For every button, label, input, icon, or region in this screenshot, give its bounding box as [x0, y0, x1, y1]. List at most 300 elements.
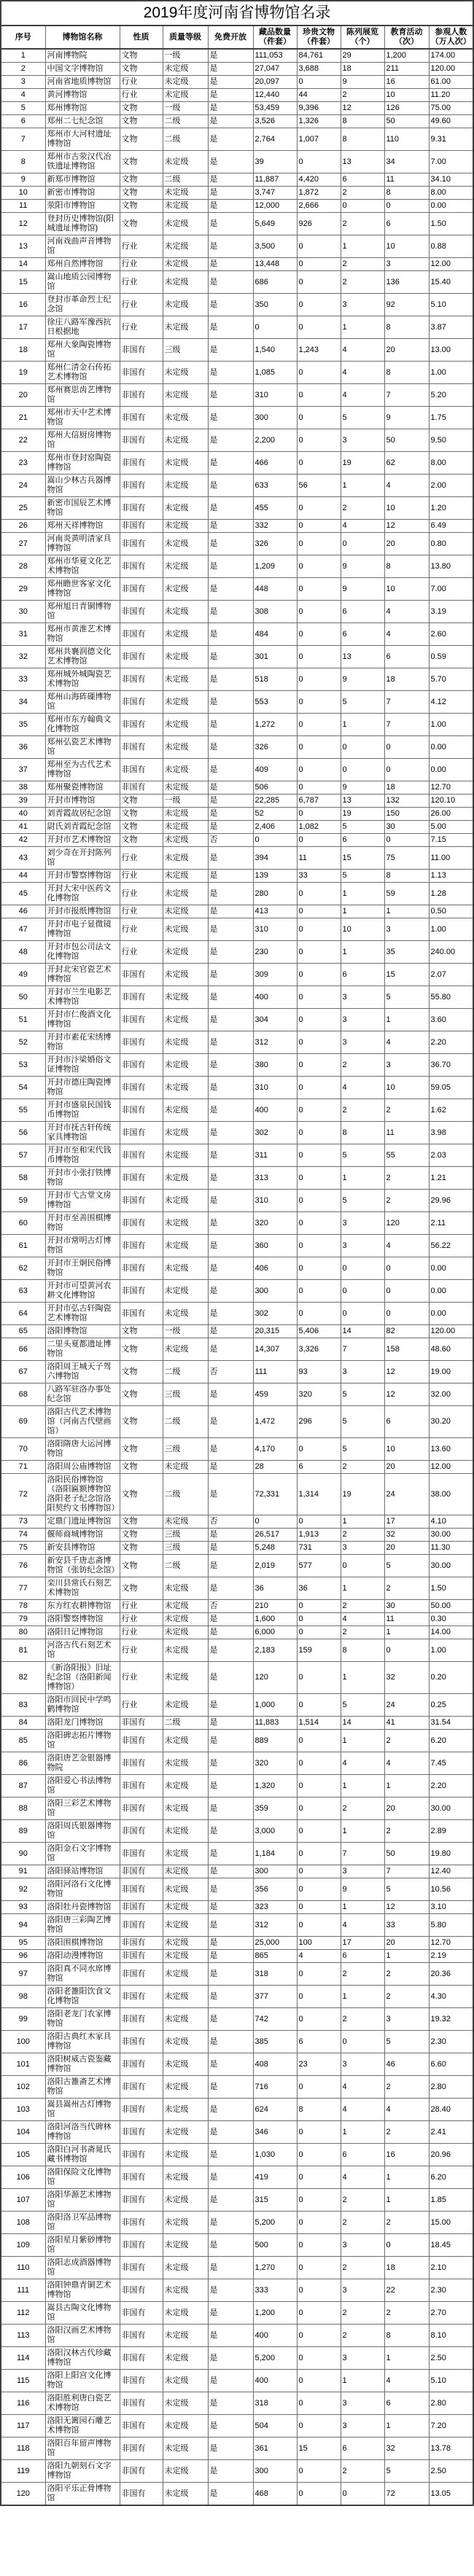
table-row [1, 1843, 473, 1865]
cell-collection: 2,764 [253, 128, 297, 151]
cell-visitors: 13.80 [429, 555, 473, 578]
cell-collection: 332 [253, 520, 297, 533]
table-row [1, 1099, 473, 1122]
cell-index: 59 [1, 1190, 45, 1212]
cell-relics: 0 [297, 1694, 341, 1717]
cell-relics: 0 [297, 1798, 341, 1820]
cell-name: 洛阳动漫博物馆 [45, 1950, 120, 1963]
table-row [1, 1639, 473, 1662]
cell-visitors: 2.20 [429, 1775, 473, 1798]
cell-exhibitions: 2 [341, 2460, 384, 2483]
cell-index: 62 [1, 1257, 45, 1280]
cell-free: 是 [208, 883, 253, 905]
cell-name: 洛阳唐艺金银器博物院 [45, 1752, 120, 1775]
cell-nature: 非国有 [120, 2302, 163, 2325]
cell-exhibitions: 8 [341, 128, 384, 151]
cell-name: 新密市博物馆 [45, 187, 120, 200]
cell-exhibitions: 5 [341, 691, 384, 714]
cell-index: 77 [1, 1577, 45, 1600]
cell-free: 是 [208, 2053, 253, 2076]
cell-free: 是 [208, 821, 253, 834]
cell-visitors: 1.28 [429, 883, 473, 905]
cell-activities: 12 [384, 1383, 429, 1406]
table-row [1, 1361, 473, 1383]
table-row [1, 2099, 473, 2121]
cell-free: 是 [208, 941, 253, 964]
cell-nature: 非国有 [120, 1054, 163, 1077]
cell-visitors: 11.00 [429, 847, 473, 870]
cell-exhibitions: 2 [341, 1099, 384, 1122]
table-row [1, 736, 473, 759]
cell-activities: 50 [384, 1843, 429, 1865]
cell-grade: 二级 [163, 173, 208, 187]
cell-collection: 400 [253, 2325, 297, 2347]
cell-exhibitions: 5 [341, 1694, 384, 1717]
cell-index: 114 [1, 2347, 45, 2370]
cell-exhibitions: 4 [341, 520, 384, 533]
cell-grade: 未定级 [163, 759, 208, 781]
table-row [1, 668, 473, 691]
cell-activities: 8 [384, 187, 429, 200]
cell-free: 是 [208, 1031, 253, 1054]
cell-grade: 未定级 [163, 1730, 208, 1752]
cell-index: 80 [1, 1626, 45, 1639]
table-row [1, 1600, 473, 1613]
cell-collection: 0 [253, 1515, 297, 1529]
table-row [1, 2370, 473, 2392]
cell-visitors: 19.80 [429, 1843, 473, 1865]
cell-activities: 1 [384, 1626, 429, 1639]
cell-free: 是 [208, 1461, 253, 1474]
cell-grade: 未定级 [163, 2415, 208, 2438]
cell-nature: 非国有 [120, 623, 163, 646]
cell-collection: 459 [253, 1383, 297, 1406]
cell-relics: 0 [297, 2212, 341, 2234]
cell-name: 开封市王炯民俗博物馆 [45, 1257, 120, 1280]
cell-grade: 未定级 [163, 452, 208, 475]
cell-nature: 非国有 [120, 2031, 163, 2053]
cell-relics: 36 [297, 1577, 341, 1600]
cell-visitors: 2.50 [429, 2347, 473, 2370]
cell-nature: 非国有 [120, 2121, 163, 2144]
cell-relics: 2,666 [297, 200, 341, 213]
cell-visitors: 28.40 [429, 2099, 473, 2121]
cell-free: 是 [208, 475, 253, 497]
cell-relics: 577 [297, 1555, 341, 1577]
cell-free: 是 [208, 1212, 253, 1235]
cell-grade: 三级 [163, 1438, 208, 1461]
cell-visitors: 7.00 [429, 578, 473, 601]
cell-grade: 未定级 [163, 1752, 208, 1775]
cell-nature: 非国有 [120, 2144, 163, 2166]
cell-free: 是 [208, 623, 253, 646]
cell-activities: 11 [384, 1122, 429, 1144]
cell-collection: 111,053 [253, 49, 297, 63]
cell-nature: 文物 [120, 1542, 163, 1555]
cell-exhibitions: 1 [341, 2370, 384, 2392]
cell-collection: 624 [253, 2099, 297, 2121]
cell-activities: 0 [384, 834, 429, 847]
cell-collection: 5,200 [253, 2347, 297, 2370]
cell-nature: 非国有 [120, 1144, 163, 1167]
cell-grade: 未定级 [163, 623, 208, 646]
cell-collection: 1,000 [253, 1694, 297, 1717]
cell-name: 东方红农耕博物馆 [45, 1600, 120, 1613]
cell-name: 开封市艺术博物馆 [45, 834, 120, 847]
cell-grade: 二级 [163, 1717, 208, 1730]
cell-name: 洛阳真不同水席博物馆 [45, 1963, 120, 1986]
cell-visitors: 1.00 [429, 714, 473, 736]
cell-activities: 136 [384, 271, 429, 294]
cell-visitors: 12.70 [429, 781, 473, 795]
cell-collection: 12,440 [253, 89, 297, 102]
cell-exhibitions: 2 [341, 187, 384, 200]
cell-activities: 2 [384, 2121, 429, 2144]
cell-grade: 未定级 [163, 2257, 208, 2279]
cell-index: 51 [1, 1009, 45, 1031]
cell-relics: 0 [297, 1303, 341, 1325]
cell-collection: 302 [253, 1122, 297, 1144]
cell-grade: 一级 [163, 49, 208, 63]
cell-free: 是 [208, 452, 253, 475]
table-row [1, 89, 473, 102]
cell-collection: 6,000 [253, 1626, 297, 1639]
cell-free: 是 [208, 2076, 253, 2099]
table-row [1, 1031, 473, 1054]
cell-free: 是 [208, 1937, 253, 1950]
cell-free: 是 [208, 339, 253, 362]
cell-name: 登封市革命烈士纪念馆 [45, 294, 120, 316]
cell-activities: 35 [384, 941, 429, 964]
cell-visitors: 13.60 [429, 1438, 473, 1461]
cell-relics: 0 [297, 1009, 341, 1031]
cell-activities: 150 [384, 808, 429, 821]
table-row [1, 200, 473, 213]
cell-collection: 36 [253, 1577, 297, 1600]
cell-name: 二里头夏都遗址博物馆 [45, 1338, 120, 1361]
table-row [1, 1865, 473, 1878]
cell-visitors: 120.10 [429, 795, 473, 808]
cell-exhibitions: 3 [341, 2415, 384, 2438]
cell-exhibitions: 1 [341, 1167, 384, 1190]
cell-index: 113 [1, 2325, 45, 2347]
table-row [1, 918, 473, 941]
cell-grade: 未定级 [163, 2347, 208, 2370]
cell-grade: 未定级 [163, 1144, 208, 1167]
cell-grade: 未定级 [163, 429, 208, 452]
cell-activities: 0 [384, 1303, 429, 1325]
cell-collection: 210 [253, 1600, 297, 1613]
cell-name: 刘少奇在开封陈列馆 [45, 847, 120, 870]
table-row [1, 1878, 473, 1901]
cell-relics: 0 [297, 2144, 341, 2166]
cell-activities: 24 [384, 1474, 429, 1515]
cell-relics: 84,761 [297, 49, 341, 63]
cell-index: 65 [1, 1325, 45, 1338]
cell-relics: 6 [297, 2031, 341, 2053]
cell-nature: 文物 [120, 102, 163, 115]
cell-visitors: 174.00 [429, 49, 473, 63]
cell-name: 郑州市登封窑陶瓷博物馆 [45, 452, 120, 475]
cell-grade: 未定级 [163, 533, 208, 555]
cell-index: 12 [1, 213, 45, 235]
table-row [1, 691, 473, 714]
cell-name: 徐庄八路军豫西抗日根据地 [45, 316, 120, 339]
cell-free: 是 [208, 1555, 253, 1577]
table-row [1, 475, 473, 497]
cell-visitors: 240.00 [429, 941, 473, 964]
table-row [1, 1257, 473, 1280]
cell-grade: 未定级 [163, 847, 208, 870]
table-row [1, 870, 473, 883]
cell-grade: 二级 [163, 1474, 208, 1515]
cell-name: 郑州自然博物馆 [45, 258, 120, 271]
cell-exhibitions: 0 [341, 736, 384, 759]
cell-grade: 未定级 [163, 1077, 208, 1099]
cell-collection: 326 [253, 533, 297, 555]
cell-grade: 未定级 [163, 1963, 208, 1986]
table-row [1, 1775, 473, 1798]
cell-exhibitions: 2 [341, 1461, 384, 1474]
cell-visitors: 11.20 [429, 89, 473, 102]
cell-free: 是 [208, 1167, 253, 1190]
cell-free: 是 [208, 2189, 253, 2212]
cell-free: 是 [208, 870, 253, 883]
cell-index: 36 [1, 736, 45, 759]
cell-collection: 318 [253, 1963, 297, 1986]
cell-collection: 361 [253, 2438, 297, 2460]
cell-exhibitions: 2 [341, 1529, 384, 1542]
cell-exhibitions: 2 [341, 1600, 384, 1613]
cell-nature: 行业 [120, 1600, 163, 1613]
cell-collection: 1,085 [253, 362, 297, 384]
table-row [1, 1077, 473, 1099]
cell-name: 嵩山少林古兵器博物馆 [45, 475, 120, 497]
cell-visitors: 0.80 [429, 533, 473, 555]
cell-nature: 文物 [120, 151, 163, 173]
table-row [1, 1338, 473, 1361]
cell-exhibitions: 2 [341, 271, 384, 294]
cell-grade: 未定级 [163, 200, 208, 213]
cell-grade: 未定级 [163, 1820, 208, 1843]
cell-nature: 行业 [120, 918, 163, 941]
cell-index: 94 [1, 1914, 45, 1937]
cell-activities: 10 [384, 1077, 429, 1099]
cell-relics: 0 [297, 1167, 341, 1190]
cell-free: 是 [208, 1639, 253, 1662]
cell-name: 洛阳古雒斋艺术博物馆 [45, 2076, 120, 2099]
cell-name: 郑州市东方翰典文化博物馆 [45, 714, 120, 736]
cell-nature: 非国有 [120, 1099, 163, 1122]
cell-exhibitions: 0 [341, 759, 384, 781]
cell-activities: 34 [384, 151, 429, 173]
cell-nature: 非国有 [120, 407, 163, 429]
cell-activities: 1,200 [384, 49, 429, 63]
cell-exhibitions: 1 [341, 1901, 384, 1914]
cell-collection: 1,270 [253, 2257, 297, 2279]
cell-nature: 文物 [120, 1577, 163, 1600]
cell-nature: 非国有 [120, 1798, 163, 1820]
cell-relics: 0 [297, 1600, 341, 1613]
cell-index: 55 [1, 1099, 45, 1122]
cell-grade: 二级 [163, 1406, 208, 1438]
cell-collection: 14,307 [253, 1338, 297, 1361]
cell-free: 否 [208, 1600, 253, 1613]
cell-free: 是 [208, 2031, 253, 2053]
cell-activities: 2 [384, 1190, 429, 1212]
cell-relics: 0 [297, 668, 341, 691]
cell-visitors: 12.40 [429, 1865, 473, 1878]
cell-index: 21 [1, 407, 45, 429]
cell-name: 郑州天祥博物馆 [45, 520, 120, 533]
cell-relics: 0 [297, 601, 341, 623]
table-row [1, 49, 473, 63]
cell-relics: 0 [297, 555, 341, 578]
cell-relics: 0 [297, 1515, 341, 1529]
cell-exhibitions: 6 [341, 1950, 384, 1963]
cell-collection: 346 [253, 2121, 297, 2144]
cell-index: 10 [1, 187, 45, 200]
table-row [1, 2031, 473, 2053]
cell-name: 郑州城外城陶瓷艺术博物馆 [45, 668, 120, 691]
cell-grade: 未定级 [163, 1031, 208, 1054]
cell-relics: 0 [297, 941, 341, 964]
cell-grade: 三级 [163, 339, 208, 362]
cell-relics: 0 [297, 271, 341, 294]
table-row [1, 2347, 473, 2370]
cell-exhibitions: 2 [341, 2325, 384, 2347]
table-row [1, 1383, 473, 1406]
cell-index: 50 [1, 986, 45, 1009]
cell-nature: 非国有 [120, 339, 163, 362]
cell-collection: 13,448 [253, 258, 297, 271]
cell-nature: 文物 [120, 1474, 163, 1515]
table-row [1, 173, 473, 187]
cell-name: 开封市可望黄河农耕文化博物馆 [45, 1280, 120, 1303]
cell-visitors: 29.96 [429, 1190, 473, 1212]
cell-grade: 未定级 [163, 918, 208, 941]
cell-name: 开封市小张打铁博物馆 [45, 1167, 120, 1190]
table-row [1, 834, 473, 847]
cell-relics: 0 [297, 452, 341, 475]
cell-index: 74 [1, 1529, 45, 1542]
cell-grade: 未定级 [163, 407, 208, 429]
cell-relics: 0 [297, 1031, 341, 1054]
cell-relics: 0 [297, 533, 341, 555]
cell-grade: 未定级 [163, 63, 208, 76]
cell-grade: 未定级 [163, 781, 208, 795]
cell-collection: 320 [253, 1752, 297, 1775]
cell-index: 84 [1, 1717, 45, 1730]
cell-activities: 11 [384, 1613, 429, 1626]
cell-name: 开封市常明古灯博物馆 [45, 1235, 120, 1257]
cell-exhibitions: 15 [341, 847, 384, 870]
cell-name: 河南省地质博物馆 [45, 76, 120, 89]
cell-nature: 文物 [120, 808, 163, 821]
cell-exhibitions: 10 [341, 918, 384, 941]
cell-grade: 未定级 [163, 941, 208, 964]
cell-visitors: 7.00 [429, 151, 473, 173]
cell-name: 洛阳碑志拓片博物馆 [45, 1730, 120, 1752]
cell-nature: 非国有 [120, 1878, 163, 1901]
table-row [1, 1798, 473, 1820]
cell-nature: 非国有 [120, 1937, 163, 1950]
header-quality-grade: 质量等级 [163, 26, 208, 49]
cell-activities: 0 [384, 736, 429, 759]
cell-exhibitions: 8 [341, 115, 384, 128]
cell-collection: 413 [253, 905, 297, 918]
cell-collection: 394 [253, 847, 297, 870]
cell-visitors: 0.00 [429, 1303, 473, 1325]
cell-relics: 0 [297, 759, 341, 781]
cell-exhibitions: 3 [341, 1009, 384, 1031]
cell-collection: 308 [253, 601, 297, 623]
cell-name: 洛阳河洛石文化博物馆 [45, 1878, 120, 1901]
cell-activities: 4 [384, 623, 429, 646]
cell-activities: 2 [384, 2212, 429, 2234]
cell-activities: 126 [384, 102, 429, 115]
cell-relics: 0 [297, 2347, 341, 2370]
cell-activities: 9 [384, 407, 429, 429]
cell-visitors: 2.03 [429, 1144, 473, 1167]
cell-exhibitions: 8 [341, 1639, 384, 1662]
cell-collection: 310 [253, 384, 297, 407]
cell-relics: 320 [297, 1383, 341, 1406]
cell-nature: 行业 [120, 76, 163, 89]
cell-visitors: 0.00 [429, 759, 473, 781]
cell-nature: 非国有 [120, 2099, 163, 2121]
cell-collection: 716 [253, 2076, 297, 2099]
cell-exhibitions: 4 [341, 384, 384, 407]
cell-relics: 44 [297, 89, 341, 102]
cell-name: 洛阳汉画艺术博物馆 [45, 2325, 120, 2347]
cell-index: 61 [1, 1235, 45, 1257]
cell-index: 82 [1, 1662, 45, 1694]
cell-index: 69 [1, 1406, 45, 1438]
cell-collection: 312 [253, 1914, 297, 1937]
cell-visitors: 13.00 [429, 339, 473, 362]
table-row [1, 213, 473, 235]
cell-index: 26 [1, 520, 45, 533]
cell-activities: 1 [384, 1775, 429, 1798]
cell-collection: 5,248 [253, 1542, 297, 1555]
cell-free: 是 [208, 808, 253, 821]
cell-free: 是 [208, 258, 253, 271]
cell-collection: 25,000 [253, 1937, 297, 1950]
cell-visitors: 55.80 [429, 986, 473, 1009]
cell-free: 是 [208, 362, 253, 384]
cell-free: 否 [208, 1515, 253, 1529]
cell-name: 洛阳老雒阳饮食文化博物馆 [45, 1986, 120, 2008]
cell-exhibitions: 18 [341, 63, 384, 76]
cell-free: 是 [208, 213, 253, 235]
cell-collection: 313 [253, 1167, 297, 1190]
cell-nature: 非国有 [120, 362, 163, 384]
cell-exhibitions: 4 [341, 1077, 384, 1099]
cell-grade: 二级 [163, 115, 208, 128]
cell-collection: 312 [253, 1031, 297, 1054]
cell-exhibitions: 4 [341, 339, 384, 362]
cell-relics: 93 [297, 1361, 341, 1383]
cell-nature: 非国有 [120, 1303, 163, 1325]
cell-name: 洛阳爱心书法博物馆 [45, 1775, 120, 1798]
cell-free: 是 [208, 781, 253, 795]
cell-activities: 2 [384, 2076, 429, 2099]
cell-collection: 309 [253, 964, 297, 986]
cell-relics: 0 [297, 1963, 341, 1986]
cell-grade: 未定级 [163, 2053, 208, 2076]
cell-visitors: 13.78 [429, 2438, 473, 2460]
